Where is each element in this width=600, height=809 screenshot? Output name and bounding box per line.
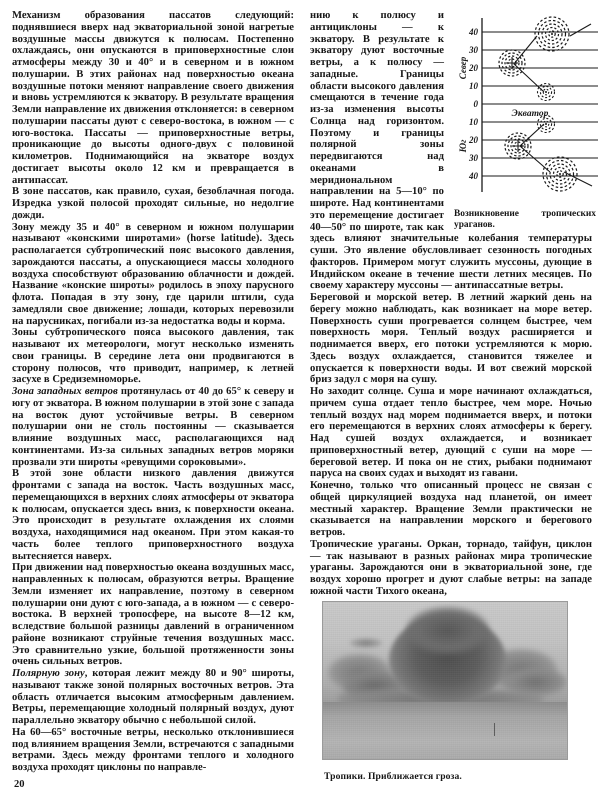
paragraph-polar-zone: Полярную зону, которая лежит между 80 и 90° широты, называют также зоной полярных восточных ветров. Эта область отличается высоким атмосферным давлением. Ветры, перемещающие холодный полярный воздух, дуют параллельно экватору обычно с небольшой силой.	[12, 668, 294, 726]
paragraph: нию к полюсу и антициклоны — к экватору. В результате к экватору дуют восточные ветры, а к полюсу — западные. Границы области высокого давления смещаются в течение года из-за изменения высоты Солнца над горизонтом. Поэтому и границы полярной зоны передвигаются над океанами в меридиональном направлении на 5—10° по широте. Над континентами это перемещение достигает 40—50° по широте, так как здесь влияют значительные колебания температуры суши. Это явление обусловливает сезонность погодных факторов. Примером могут служить муссоны, дующие в Индийском океане в течение шести летних месяцев. По своему характеру муссоны — антипассатные ветры.	[310, 10, 592, 292]
svg-text:10: 10	[469, 81, 478, 91]
axis-ticks-north	[468, 27, 479, 109]
run-in-emphasis: Тропические ураганы.	[310, 538, 422, 550]
axis-ticks-south	[468, 117, 479, 181]
paragraph: В этой зоне области низкого давления движутся фронтами с запада на восток. Часть воздушных масс, перемещающихся в верхних слоях атмосферы от экватора к полюсам, опускается здесь вниз, к поверхности океана. Это происходит в результате охлаждения их слоями воздуха, находящимися над океаном. При этом какая-то часть более теплого приповерхностного воздуха вытесняется наверх.	[12, 468, 294, 562]
storm-marker-south-38	[543, 157, 577, 191]
photo-grain-overlay	[323, 602, 567, 759]
axis-label-south: Юг	[458, 139, 468, 153]
paragraph: На 60—65° восточные ветры, несколько отклонившиеся под влиянием вращения Земли, встречаются с западными ветрами. Здесь между фронтами теплого и холодного воздуха проходят циклоны по направле-	[12, 726, 294, 773]
axis-label-north: Север	[458, 56, 468, 80]
paragraph: Зоны субтропического пояса высокого давления, так называют их метеорологи, могут несколько изменять свои границы. В середине лета они продвигаются в сторону полюсов, что приводит, например, к летней засухе в Средиземноморье.	[12, 327, 294, 386]
run-in-emphasis: Зона западных ветров	[12, 386, 118, 397]
page-number: 20	[14, 779, 25, 790]
photo-image	[322, 601, 568, 760]
figure-hurricane-genesis	[452, 6, 598, 230]
figure-tropics-storm	[322, 601, 568, 782]
storm-tracks	[511, 24, 592, 186]
paragraph: Механизм образования пассатов следующий: поднявшиеся вверх над экваториальной зоной нагретые воздушные массы движутся к полюсам. Постепенно охлаждаясь, они опускаются в приповерхностные слои атмосферы между 30 и 40° и в северном и в южном полушарии. В этих районах над поверхностью океана воздушные потоки меняют направление своего движения и вновь устремляются к экватору. В результате вращения Земли направление их движения отклоняется: в северном полушарии пассаты дуют с северо-востока, в южном — с юго-востока. Пассаты — приповерхностные ветры, проникающие до высоты одного-двух с половиной километров. Поднимающийся на экваторе воздух достигает высоты около 12 км и превращается в антипассат.	[12, 10, 294, 186]
latitude-gridlines	[482, 32, 598, 176]
paragraph: Но заходит солнце. Суша и море начинают охлаждаться, причем суша отдает тепло быстрее, чем море. Ночью теплый воздух над морем поднимается вверх, и потоки его перемещаются в верхних слоях атмосферы к берегу. Над сушей воздух охлаждается, и возникает приповерхностный ветер, дующий с суши на море — береговой ветер. И пока он не стих, рыбаки поднимают паруса на своих судах и выходят из гавани.	[310, 386, 592, 480]
svg-text:40: 40	[469, 27, 478, 37]
run-in-emphasis: Береговой и морской ветер.	[310, 292, 452, 303]
svg-text:40: 40	[469, 171, 478, 181]
storm-marker-north-38	[535, 17, 569, 51]
storm-marker-north-24	[499, 50, 525, 76]
paragraph-coastal-sea-wind: Береговой и морской ветер. В летний жаркий день на берегу можно наблюдать, как возникает на море ветер. Поверхность суши прогревается солнцем быстрее, чем поверхность моря. Теплый воздух расширяется и поднимается вверх, его потоки устремляются к морю. Здесь воздух охлаждается, становится тяжелее и опускается к поверхности воды. И вот свежий морской бриз задул с моря на сушу.	[310, 292, 592, 386]
paragraph-tropical-hurricanes: Тропические ураганы. Оркан, торнадо, тайфун, циклон — так называют в разных районах мира тропические ураганы. Зарождаются они в экваториальной зоне, где воздух хорошо прогрет и дуют слабые ветры: на западе южной части Тихого океана,	[310, 538, 592, 597]
svg-text:30: 30	[469, 45, 478, 55]
figure-caption-diagram: Возникновение тропических ураганов.	[454, 209, 596, 230]
paragraph: Конечно, только что описанный процесс не связан с общей циркуляцией воздуха над планетой, он имеет местный характер. Вращение Земли практически не сказывается на направлении морского и берегового ветров.	[310, 480, 592, 538]
storm-marker-south-24	[505, 133, 531, 159]
svg-text:20: 20	[469, 63, 478, 73]
run-in-emphasis: Полярную зону	[12, 668, 85, 679]
diagram-canvas	[452, 6, 598, 206]
paragraph: При движении над поверхностью океана воздушных масс, направленных к полюсам, образуются ветры. Вращение Земли изменяет их направление, поэтому в северном полушарии они дуют с юго-запада, а в южном — с северо-востока. В верхней тропосфере, на высоте 8—12 км, вследствие большой разницы давлений в ограниченном районе возникают струйные течения воздушных масс. Это сравнительно узкие, большой протяженности зоны очень сильных ветров.	[12, 562, 294, 668]
figure-caption-photo: Тропики. Приближается гроза.	[324, 771, 462, 782]
paragraph-western-winds: Зона западных ветров протянулась от 40 до 65° к северу и югу от экватора. В южном полушарии в этой зоне с запада на восток дуют устойчивые ветры. В северном полушарии они не столь постоянны — сказывается влияние воздушных масс, располагающихся над континентами. Из-за сильных западных ветров моряки прозвали эти широты «ревущими сороковыми».	[12, 386, 294, 468]
equator-label: Экватор	[511, 109, 549, 119]
svg-text:30: 30	[469, 153, 478, 163]
hurricane-diagram-svg	[452, 6, 598, 206]
paragraph: В зоне пассатов, как правило, сухая, безоблачная погода. Изредка узкой полосой проходят сильные, но недолгие дожди.	[12, 186, 294, 221]
left-text-column	[12, 10, 294, 774]
svg-text:20: 20	[469, 135, 478, 145]
svg-text:0: 0	[473, 99, 478, 109]
svg-text:10: 10	[469, 117, 478, 127]
paragraph: Зону между 35 и 40° в северном и южном полушарии называют «конскими широтами» (horse latitude). Здесь располагается субтропический пояс высокого давления, зарождаются пассаты, а опускающиеся массы холодного воздуха способствуют образованию облачности и дождей. Название «конские широты» родилось в эпоху парусного флота. Попадая в эту зону, где царили штили, суда замедляли свое движение; лошади, которых перевозили на парусниках, погибали из-за недостатка воды и корма.	[12, 221, 294, 327]
